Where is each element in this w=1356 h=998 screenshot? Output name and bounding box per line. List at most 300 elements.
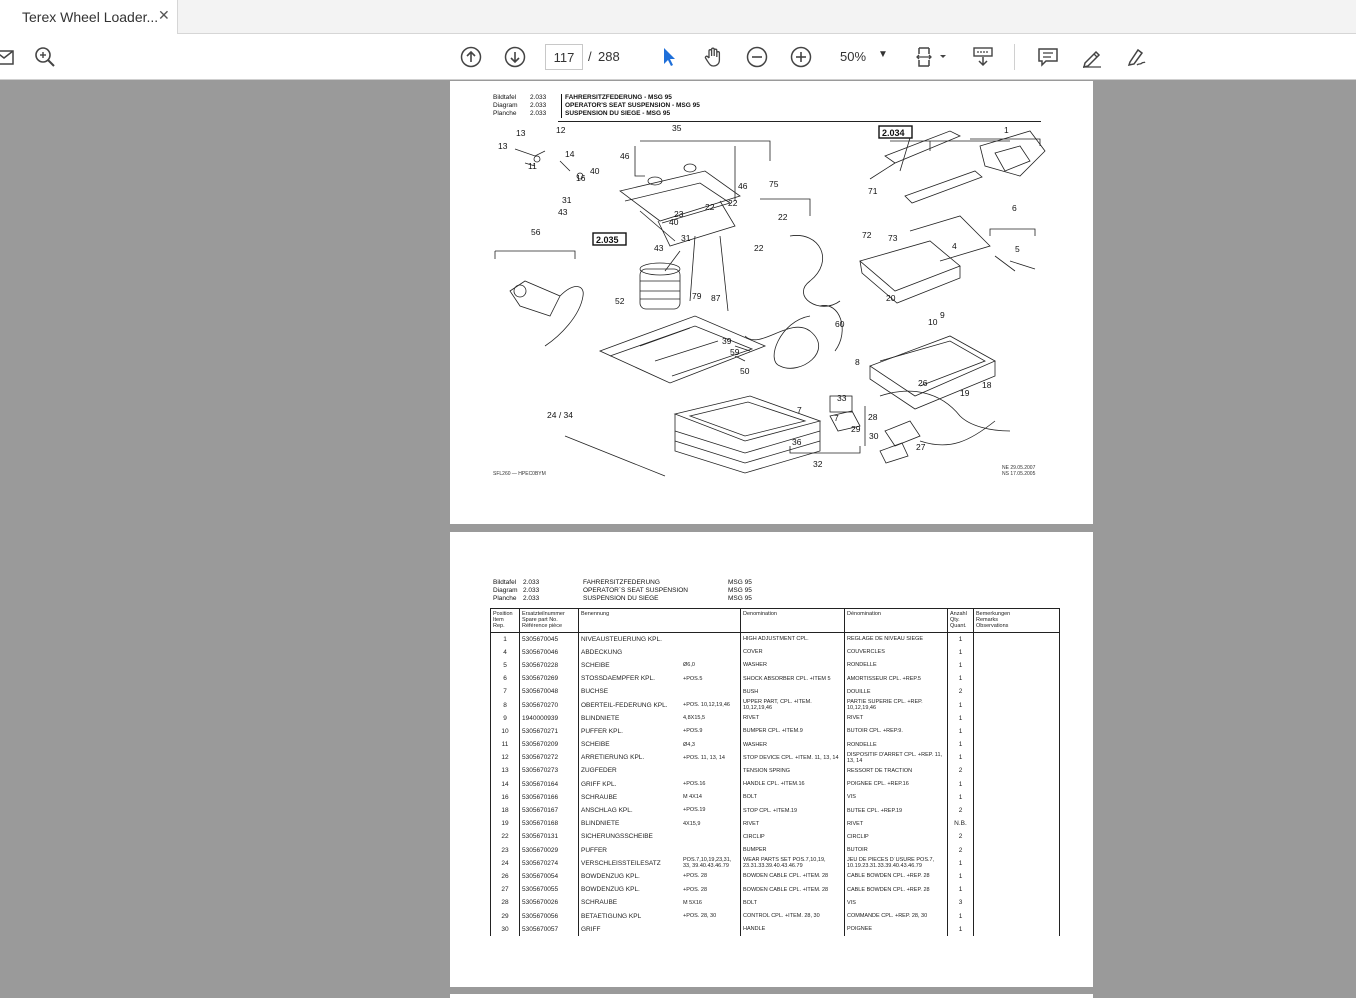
- cell-french: COUVERCLES: [845, 646, 948, 659]
- cell-german: [579, 883, 741, 896]
- cell-german: [579, 817, 741, 830]
- callout-label: 75: [769, 179, 779, 189]
- cell-quantity: 2: [948, 844, 974, 857]
- table-row: [491, 659, 1060, 672]
- mail-icon[interactable]: [0, 44, 18, 70]
- drawing-reference: SFL260 — HPEC0BYM: [493, 471, 546, 477]
- cell-part-number: 5305670228: [520, 659, 579, 672]
- callout-label: 43: [558, 207, 568, 217]
- spec: +POS.16: [683, 781, 706, 788]
- scroll-mode-icon[interactable]: [970, 44, 996, 70]
- cell-position: 23: [491, 844, 520, 857]
- zoom-out-icon[interactable]: [744, 44, 770, 70]
- header-title: FAHRERSITZFEDERUNG - MSG 95: [565, 94, 672, 101]
- cell-part-number: 5305670026: [520, 896, 579, 909]
- cell-position: 27: [491, 883, 520, 896]
- header-line: Quant.: [950, 623, 967, 629]
- cell-quantity: 2: [948, 764, 974, 777]
- table-row: [491, 698, 1060, 711]
- callout-label: 26: [918, 378, 928, 388]
- table-row: [491, 804, 1060, 817]
- cell-german: [579, 896, 741, 909]
- cell-quantity: 1: [948, 712, 974, 725]
- header-line: Rep.: [493, 623, 505, 629]
- highlight-pen-icon[interactable]: [1079, 44, 1105, 70]
- cell-french: CABLE BOWDEN CPL. +REP. 28: [845, 883, 948, 896]
- total-pages: 288: [598, 49, 620, 64]
- german-name: BETAETIGUNG KPL: [581, 912, 642, 920]
- previous-page-icon[interactable]: [458, 44, 484, 70]
- cell-position: 4: [491, 646, 520, 659]
- cell-remarks: [974, 909, 1060, 922]
- header-label: Bildtafel: [493, 579, 517, 586]
- callout-label: 22: [705, 202, 715, 212]
- cell-remarks: [974, 685, 1060, 698]
- german-name: SICHERUNGSSCHEIBE: [581, 833, 653, 841]
- cell-german: [579, 857, 741, 870]
- cell-german: [579, 923, 741, 936]
- cell-french: POIGNEE: [845, 923, 948, 936]
- callout-label: 52: [615, 296, 625, 306]
- callout-label: 59: [730, 347, 740, 357]
- spec: Ø4,3: [683, 741, 695, 748]
- callout-label: 22: [778, 212, 788, 222]
- cell-french: RONDELLE: [845, 659, 948, 672]
- cell-english: RIVET: [741, 712, 845, 725]
- header-line: Benennung: [581, 611, 610, 617]
- german-name: ARRETIERUNG KPL.: [581, 754, 645, 762]
- callout-label: 28: [868, 412, 878, 422]
- cell-quantity: 1: [948, 857, 974, 870]
- callout-label: 19: [960, 388, 970, 398]
- callout-label: 5: [1015, 244, 1020, 254]
- german-name: BUCHSE: [581, 688, 609, 696]
- header-line: Bemerkungen: [976, 611, 1011, 617]
- cell-german: [579, 712, 741, 725]
- cell-part-number: 5305670057: [520, 923, 579, 936]
- callout-label: 4: [952, 241, 957, 251]
- callout-label: 46: [738, 181, 748, 191]
- callout-label: 6: [1012, 203, 1017, 213]
- cell-french: REGLAGE DE NIVEAU SIEGE: [845, 633, 948, 646]
- header-model: MSG 95: [728, 579, 752, 586]
- cell-position: 22: [491, 830, 520, 843]
- spec: M 5X16: [683, 899, 702, 906]
- cell-position: 14: [491, 778, 520, 791]
- cell-part-number: 5305670045: [520, 633, 579, 646]
- spec: 4,8X15,5: [683, 715, 706, 722]
- cell-french: PARTIE SUPERIE CPL. +REP. 10,12,19,46: [845, 698, 948, 711]
- header-line: Remarks: [976, 617, 999, 623]
- cell-remarks: [974, 778, 1060, 791]
- cell-remarks: [974, 764, 1060, 777]
- cell-part-number: 1940000939: [520, 712, 579, 725]
- column-header-french: [845, 609, 948, 633]
- table-row: [491, 764, 1060, 777]
- callout-label: 22: [754, 243, 764, 253]
- header-model: MSG 95: [728, 595, 752, 602]
- cell-english: HIGH ADJUSTMENT CPL.: [741, 633, 845, 646]
- german-name: PUFFER: [581, 846, 607, 854]
- callout-label: 50: [740, 366, 750, 376]
- zoom-value: 50%: [840, 49, 867, 64]
- cell-remarks: [974, 725, 1060, 738]
- spec: [683, 844, 739, 857]
- cell-quantity: 1: [948, 698, 974, 711]
- page-number-input[interactable]: [545, 44, 583, 70]
- spec: POS.7,10,19,23,31, 33, 39.40.43.46.79: [683, 857, 732, 870]
- german-name: ABDECKUNG: [581, 648, 623, 656]
- cell-quantity: N.B.: [948, 817, 974, 830]
- table-row: [491, 896, 1060, 909]
- toolbar-divider: [1014, 44, 1015, 70]
- close-tab-icon[interactable]: ✕: [158, 7, 170, 23]
- cell-position: 1: [491, 633, 520, 646]
- table-row: [491, 633, 1060, 646]
- spec: [683, 646, 739, 659]
- cell-remarks: [974, 896, 1060, 909]
- cell-remarks: [974, 830, 1060, 843]
- header-num: 2.033: [530, 94, 562, 102]
- cell-quantity: 1: [948, 883, 974, 896]
- cell-french: RIVET: [845, 712, 948, 725]
- german-name: BOWDENZUG KPL.: [581, 886, 640, 894]
- cell-remarks: [974, 791, 1060, 804]
- cell-german: [579, 751, 741, 764]
- cell-english: BOLT: [741, 791, 845, 804]
- cell-part-number: 5305670054: [520, 870, 579, 883]
- cell-position: 18: [491, 804, 520, 817]
- cell-french: CIRCLIP: [845, 830, 948, 843]
- table-row: [491, 725, 1060, 738]
- table-row: [491, 751, 1060, 764]
- cell-remarks: [974, 672, 1060, 685]
- spec: +POS. 10,12,19,46: [683, 701, 730, 708]
- header-line: Position: [493, 611, 513, 617]
- cell-english: BUMPER CPL. +ITEM.9: [741, 725, 845, 738]
- german-name: SCHRAUBE: [581, 899, 618, 907]
- spec: [683, 633, 739, 646]
- german-name: PUFFER KPL.: [581, 727, 623, 735]
- page-separator: /: [588, 49, 592, 64]
- cell-remarks: [974, 738, 1060, 751]
- header-num: 2.033: [530, 110, 562, 118]
- header-title: FAHRERSITZFEDERUNG: [583, 579, 660, 586]
- header-line: Référence pièce: [522, 623, 563, 629]
- cell-quantity: 1: [948, 778, 974, 791]
- cell-german: [579, 698, 741, 711]
- cell-part-number: 5305670164: [520, 778, 579, 791]
- hand-tool-icon[interactable]: [700, 44, 726, 70]
- callout-label: 23: [674, 209, 684, 219]
- cell-position: 29: [491, 909, 520, 922]
- table-row: [491, 646, 1060, 659]
- document-tab[interactable]: [0, 0, 178, 35]
- cell-german: [579, 738, 741, 751]
- table-row: [491, 844, 1060, 857]
- cell-position: 8: [491, 698, 520, 711]
- table-row: [491, 778, 1060, 791]
- cell-part-number: 5305670269: [520, 672, 579, 685]
- cell-french: AMORTISSEUR CPL. +REP.5: [845, 672, 948, 685]
- table-row: [491, 672, 1060, 685]
- spec: [683, 685, 739, 698]
- cell-english: RIVET: [741, 817, 845, 830]
- cell-french: JEU DE PIECES D`USURE POS.7, 10.19.23.31.33.39.40.43.46.79: [845, 857, 948, 870]
- cell-german: [579, 830, 741, 843]
- cell-position: 7: [491, 685, 520, 698]
- cell-english: UPPER PART, CPL. +ITEM. 10,12,19,46: [741, 698, 845, 711]
- german-name: BLINDNIETE: [581, 714, 620, 722]
- pdf-page-parts-list: [450, 532, 1093, 987]
- parts-table: [490, 608, 1060, 936]
- reference-box-label[interactable]: 2.035: [596, 235, 619, 245]
- cell-position: 16: [491, 791, 520, 804]
- cell-position: 26: [491, 870, 520, 883]
- zoom-in-icon[interactable]: [788, 44, 814, 70]
- callout-label: 7: [834, 413, 839, 423]
- cell-english: CIRCLIP: [741, 830, 845, 843]
- header-line: Anzahl: [950, 611, 967, 617]
- cell-german: [579, 778, 741, 791]
- header-row: [493, 595, 752, 603]
- callout-label: 32: [813, 459, 823, 469]
- cell-remarks: [974, 633, 1060, 646]
- table-row: [491, 923, 1060, 936]
- cell-part-number: 5305670273: [520, 764, 579, 777]
- cell-quantity: 1: [948, 909, 974, 922]
- cell-remarks: [974, 698, 1060, 711]
- callout-label: 40: [669, 217, 679, 227]
- search-icon[interactable]: [32, 44, 58, 70]
- spec: +POS. 28, 30: [683, 912, 717, 919]
- callout-label: 40: [590, 166, 600, 176]
- cell-position: 13: [491, 764, 520, 777]
- cell-part-number: 5305670272: [520, 751, 579, 764]
- header-label: Planche: [493, 595, 517, 602]
- cell-position: 19: [491, 817, 520, 830]
- callout-label: 14: [565, 149, 575, 159]
- column-header-part-number: [520, 609, 579, 633]
- callout-label: 60: [835, 319, 845, 329]
- german-name: VERSCHLEISSTEILESATZ: [581, 859, 661, 867]
- cell-remarks: [974, 751, 1060, 764]
- comment-icon[interactable]: [1035, 44, 1061, 70]
- cell-quantity: 1: [948, 672, 974, 685]
- sign-icon[interactable]: [1123, 44, 1149, 70]
- callout-label: 22: [728, 198, 738, 208]
- parts-table-body: [491, 633, 1060, 937]
- cell-german: [579, 804, 741, 817]
- header-num: 2.033: [530, 102, 562, 110]
- header-num: 2.033: [523, 587, 540, 594]
- cell-remarks: [974, 712, 1060, 725]
- cell-position: 11: [491, 738, 520, 751]
- callout-label: 31: [681, 233, 691, 243]
- german-name: ZUGFEDER: [581, 767, 617, 775]
- cell-position: 12: [491, 751, 520, 764]
- spec: M 4X14: [683, 794, 702, 801]
- header-num: 2.033: [523, 595, 540, 602]
- spec: +POS. 28: [683, 873, 708, 880]
- table-row: [491, 791, 1060, 804]
- cell-quantity: 1: [948, 738, 974, 751]
- callout-label: 12: [556, 125, 566, 135]
- german-name: OBERTEIL-FEDERUNG KPL.: [581, 701, 668, 709]
- header-title: SUSPENSION DU SIEGE: [583, 595, 659, 602]
- select-cursor-icon[interactable]: [656, 44, 682, 70]
- cell-french: RONDELLE: [845, 738, 948, 751]
- cell-remarks: [974, 659, 1060, 672]
- cell-english: HANDLE: [741, 923, 845, 936]
- cell-position: 5: [491, 659, 520, 672]
- german-name: NIVEAUSTEUERUNG KPL.: [581, 635, 662, 643]
- callout-label: 29: [851, 424, 861, 434]
- table-row: [491, 909, 1060, 922]
- header-title: OPERATOR`S SEAT SUSPENSION: [583, 587, 688, 594]
- cell-english: BOWDEN CABLE CPL. +ITEM. 28: [741, 870, 845, 883]
- cell-quantity: 1: [948, 751, 974, 764]
- cell-french: BUTOIR: [845, 844, 948, 857]
- callout-label: 24 / 34: [547, 410, 573, 420]
- cell-position: 30: [491, 923, 520, 936]
- callout-label: 73: [888, 233, 898, 243]
- german-name: SCHEIBE: [581, 661, 610, 669]
- cell-german: [579, 633, 741, 646]
- cell-german: [579, 909, 741, 922]
- spec: +POS. 11, 13, 14: [683, 754, 725, 761]
- callout-label: 35: [672, 123, 682, 133]
- cell-english: BUMPER: [741, 844, 845, 857]
- cell-remarks: [974, 804, 1060, 817]
- german-name: GRIFF: [581, 925, 601, 933]
- table-row: [491, 738, 1060, 751]
- column-header-remarks: [974, 609, 1060, 633]
- header-row: [493, 94, 700, 102]
- parts-list-header: [493, 579, 752, 603]
- fit-page-icon[interactable]: [914, 44, 950, 70]
- cell-english: SHOCK ABSORBER CPL. +ITEM 5: [741, 672, 845, 685]
- cell-german: [579, 725, 741, 738]
- cell-english: CONTROL CPL. +ITEM. 28, 30: [741, 909, 845, 922]
- chevron-down-icon: ▼: [878, 49, 888, 60]
- spec: [683, 764, 739, 777]
- cell-remarks: [974, 646, 1060, 659]
- table-row: [491, 712, 1060, 725]
- callout-label: 16: [576, 173, 586, 183]
- zoom-dropdown[interactable]: [832, 44, 892, 70]
- column-header-german: [579, 609, 741, 633]
- cell-french: VIS: [845, 896, 948, 909]
- spec: +POS.19: [683, 807, 706, 814]
- cell-part-number: 5305670270: [520, 698, 579, 711]
- callout-label: 72: [862, 230, 872, 240]
- cell-german: [579, 672, 741, 685]
- cell-english: BOLT: [741, 896, 845, 909]
- header-row: [493, 110, 700, 118]
- cell-german: [579, 646, 741, 659]
- pdf-page-next: [450, 994, 1093, 998]
- callout-label: 71: [868, 186, 878, 196]
- table-row: [491, 685, 1060, 698]
- callout-label: 56: [531, 227, 541, 237]
- cell-quantity: 1: [948, 791, 974, 804]
- german-name: STOSSDAEMPFER KPL.: [581, 675, 655, 683]
- header-line: Observations: [976, 623, 1009, 629]
- german-name: SCHRAUBE: [581, 793, 618, 801]
- cell-position: 9: [491, 712, 520, 725]
- cell-part-number: 5305670055: [520, 883, 579, 896]
- header-row: [493, 579, 752, 587]
- spec: +POS. 28: [683, 886, 708, 893]
- revision-date: NS 17.05.2005: [1002, 471, 1036, 477]
- callout-label: 18: [982, 380, 992, 390]
- reference-box-label[interactable]: 2.034: [882, 128, 905, 138]
- callout-label: 30: [869, 431, 879, 441]
- cell-quantity: 1: [948, 633, 974, 646]
- cell-english: HANDLE CPL. +ITEM.16: [741, 778, 845, 791]
- next-page-icon[interactable]: [502, 44, 528, 70]
- cell-part-number: 5305670048: [520, 685, 579, 698]
- callout-label: 33: [837, 393, 847, 403]
- spec: 4X15,9: [683, 820, 701, 827]
- cell-german: [579, 764, 741, 777]
- german-name: BLINDNIETE: [581, 820, 620, 828]
- callout-label: 8: [855, 357, 860, 367]
- cell-remarks: [974, 883, 1060, 896]
- cell-french: BUTEE CPL. +REP.19: [845, 804, 948, 817]
- pdf-page-diagram: [450, 81, 1093, 524]
- cell-remarks: [974, 844, 1060, 857]
- callout-label: 87: [711, 293, 721, 303]
- toolbar: [0, 34, 1356, 80]
- table-row: [491, 857, 1060, 870]
- cell-part-number: 5305670056: [520, 909, 579, 922]
- cell-quantity: 2: [948, 685, 974, 698]
- header-model: MSG 95: [728, 587, 752, 594]
- cell-part-number: 5305670209: [520, 738, 579, 751]
- cell-part-number: 5305670271: [520, 725, 579, 738]
- cell-german: [579, 791, 741, 804]
- table-row: [491, 883, 1060, 896]
- cell-position: 28: [491, 896, 520, 909]
- header-row: [493, 102, 700, 110]
- cell-english: BUSH: [741, 685, 845, 698]
- cell-quantity: 2: [948, 830, 974, 843]
- cell-quantity: 1: [948, 923, 974, 936]
- revision-date: NE 29.05.2007: [1002, 465, 1036, 471]
- callout-label: 43: [654, 243, 664, 253]
- cell-french: RESSORT DE TRACTION: [845, 764, 948, 777]
- header-line: Dénomination: [847, 611, 881, 617]
- cell-english: BOWDEN CABLE CPL. +ITEM. 28: [741, 883, 845, 896]
- cell-english: STOP DEVICE CPL. +ITEM. 11, 13, 14: [741, 751, 845, 764]
- cell-english: COVER: [741, 646, 845, 659]
- german-name: ANSCHLAG KPL.: [581, 807, 633, 815]
- table-row: [491, 870, 1060, 883]
- header-row: [493, 587, 752, 595]
- callout-label: 31: [562, 195, 572, 205]
- german-name: BOWDENZUG KPL.: [581, 872, 640, 880]
- cell-part-number: 5305670029: [520, 844, 579, 857]
- cell-german: [579, 659, 741, 672]
- cell-remarks: [974, 870, 1060, 883]
- header-line: Item: [493, 617, 504, 623]
- diagram-header: [493, 94, 700, 118]
- callout-label: 7: [797, 405, 802, 415]
- cell-english: WASHER: [741, 659, 845, 672]
- table-row: [491, 830, 1060, 843]
